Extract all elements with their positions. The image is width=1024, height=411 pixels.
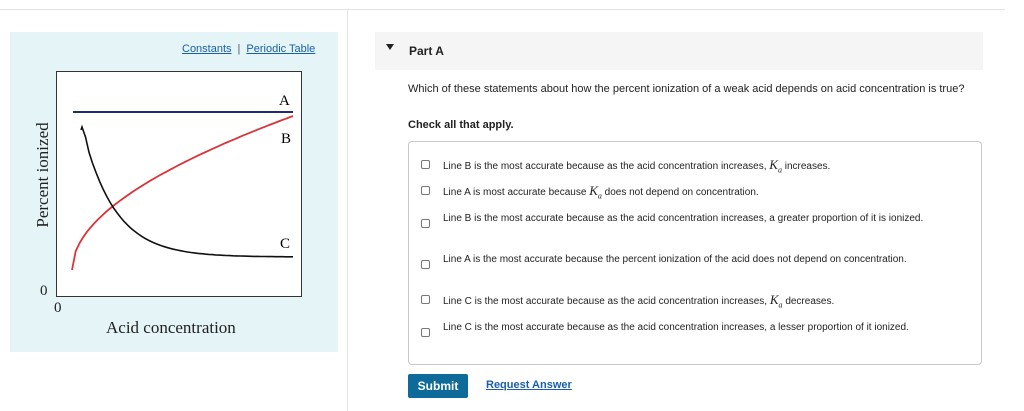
- line-b-label: B: [281, 131, 292, 147]
- ka-symbol: $K_a$: [589, 183, 602, 201]
- choice-4-checkbox[interactable]: [421, 260, 430, 269]
- ka-symbol: $K_a$: [769, 157, 782, 175]
- panel-divider: [347, 9, 348, 411]
- collapse-caret-icon[interactable]: [386, 44, 394, 50]
- ka-symbol: $K_a$: [769, 292, 783, 310]
- part-title: Part A: [409, 44, 444, 58]
- line-a-label: A: [279, 93, 290, 109]
- instruction-text: Check all that apply.: [408, 119, 514, 131]
- top-divider: [0, 9, 1005, 10]
- choice-1-checkbox[interactable]: [421, 160, 430, 169]
- choice-4-text: Line A is the most accurate because the percent ionization of the acid does not depend on concentration.: [443, 254, 907, 265]
- ionization-curves: [57, 72, 301, 296]
- choice-1-text: Line B is the most accurate because as the acid concentration increases,: [443, 161, 767, 172]
- choice-5-checkbox[interactable]: [421, 295, 430, 304]
- choice-6-checkbox[interactable]: [421, 328, 430, 337]
- choice-5-text: Line C is the most accurate because as the acid concentration increases,: [443, 296, 768, 307]
- choice-6-text: Line C is the most accurate because as the acid concentration increases, a lesser proportion of it ionized.: [443, 322, 909, 333]
- x-axis-label: Acid concentration: [106, 318, 236, 337]
- links-separator: |: [237, 43, 241, 55]
- ionization-figure: [56, 71, 302, 297]
- line-c: [81, 127, 293, 257]
- choice-2-text: Line A is most accurate because: [443, 187, 587, 198]
- line-c-label: C: [280, 236, 291, 252]
- resource-links: [182, 43, 315, 55]
- answer-choices: [408, 141, 982, 365]
- choice-5-text-end: decreases.: [785, 296, 835, 307]
- submit-button[interactable]: Submit: [408, 374, 468, 398]
- periodic-table-link[interactable]: Periodic Table: [246, 43, 316, 55]
- choice-3-text: Line B is the most accurate because as the acid concentration increases, a greater proportion of it is ionized.: [443, 213, 924, 224]
- question-text: Which of these statements about how the percent ionization of a weak acid depends on acid concentration is true?: [408, 83, 965, 95]
- choice-1-text-end: increases.: [784, 161, 831, 172]
- y-axis-label: Percent ionized: [33, 122, 52, 228]
- y-origin-label: 0: [40, 283, 48, 299]
- choice-2-text-end: does not depend on concentration.: [604, 187, 759, 198]
- constants-link[interactable]: Constants: [182, 43, 232, 55]
- choice-3-checkbox[interactable]: [421, 219, 430, 228]
- part-header[interactable]: [375, 32, 983, 70]
- choice-2-checkbox[interactable]: [421, 186, 430, 195]
- request-answer-link[interactable]: Request Answer: [486, 379, 572, 391]
- x-origin-label: 0: [54, 300, 62, 316]
